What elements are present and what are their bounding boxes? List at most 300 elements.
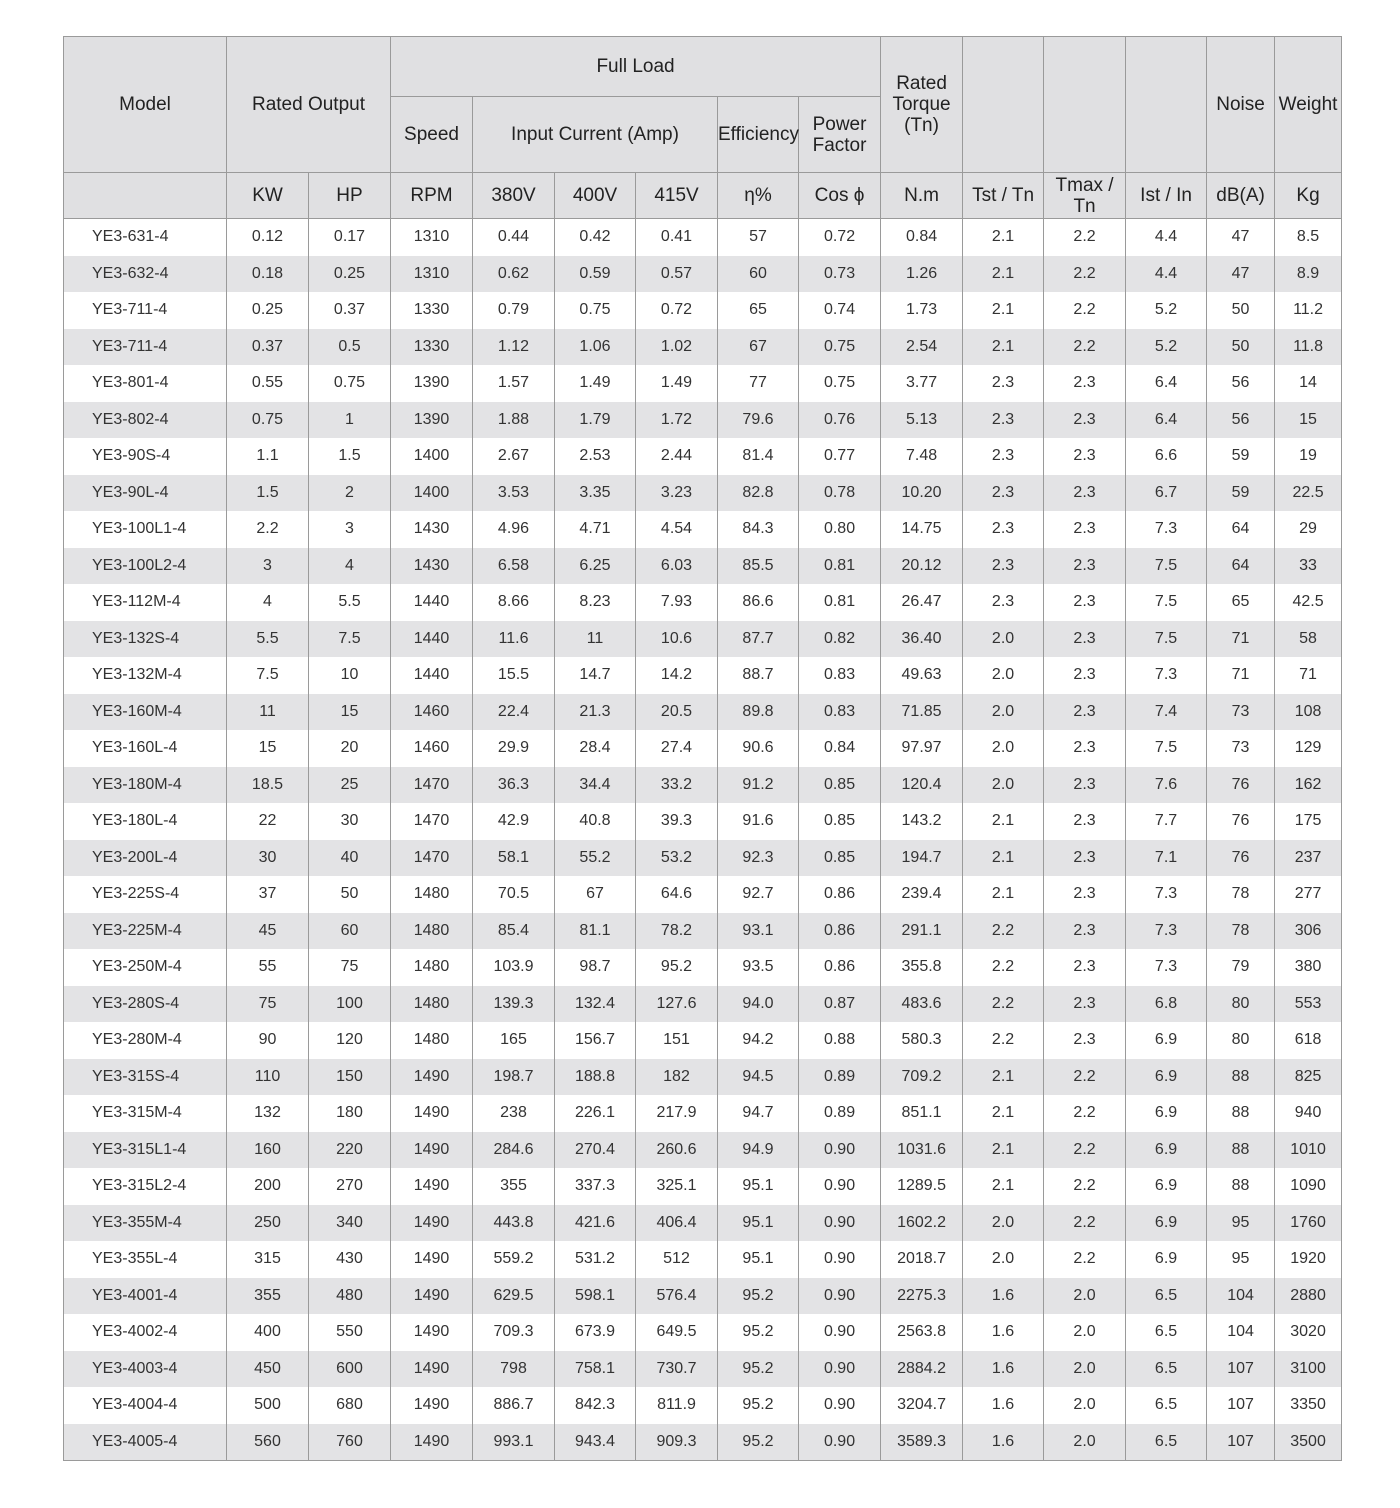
value-cell: 2.1 [963,1168,1044,1205]
value-cell: 85.5 [718,548,799,585]
value-cell: 182 [636,1059,718,1096]
value-cell: 1010 [1275,1132,1342,1169]
value-cell: 80 [1207,986,1275,1023]
value-cell: 886.7 [473,1387,555,1424]
value-cell: 92.3 [718,840,799,877]
value-cell: 1.12 [473,329,555,366]
value-cell: 36.40 [881,621,963,658]
value-cell: 5.5 [309,584,391,621]
value-cell: 104 [1207,1278,1275,1315]
value-cell: 95 [1207,1241,1275,1278]
value-cell: 40.8 [555,803,636,840]
value-cell: 64 [1207,548,1275,585]
value-cell: 2.3 [1044,475,1126,512]
value-cell: 284.6 [473,1132,555,1169]
value-cell: 107 [1207,1387,1275,1424]
value-cell: 2.2 [1044,256,1126,293]
table-header [64,37,1342,219]
value-cell: 1490 [391,1095,473,1132]
value-cell: 5.2 [1126,292,1207,329]
table-row [64,438,1342,475]
value-cell: 33.2 [636,767,718,804]
value-cell: 2.2 [1044,1168,1126,1205]
value-cell: 95.2 [718,1351,799,1388]
value-cell: 1480 [391,876,473,913]
value-cell: 2.0 [963,621,1044,658]
value-cell: 450 [227,1351,309,1388]
value-cell: 3500 [1275,1424,1342,1461]
value-cell: 3100 [1275,1351,1342,1388]
value-cell: 7.5 [1126,730,1207,767]
value-cell: 2884.2 [881,1351,963,1388]
model-cell: YE3-4002-4 [64,1314,227,1351]
value-cell: 560 [227,1424,309,1461]
value-cell: 50 [309,876,391,913]
value-cell: 30 [309,803,391,840]
model-cell: YE3-315L1-4 [64,1132,227,1169]
value-cell: 760 [309,1424,391,1461]
value-cell: 2.3 [1044,584,1126,621]
model-cell: YE3-801-4 [64,365,227,402]
value-cell: 1490 [391,1351,473,1388]
value-cell: 37 [227,876,309,913]
value-cell: 93.1 [718,913,799,950]
value-cell: 1390 [391,402,473,439]
model-cell: YE3-100L2-4 [64,548,227,585]
value-cell: 95.1 [718,1205,799,1242]
value-cell: 11 [227,694,309,731]
value-cell: 483.6 [881,986,963,1023]
model-cell: YE3-90S-4 [64,438,227,475]
table-row [64,621,1342,658]
value-cell: 28.4 [555,730,636,767]
value-cell: 2.2 [1044,329,1126,366]
value-cell: 40 [309,840,391,877]
value-cell: 3020 [1275,1314,1342,1351]
motor-spec-table [63,36,1342,1461]
value-cell: 0.85 [799,767,881,804]
value-cell: 6.5 [1126,1424,1207,1461]
value-cell: 2.2 [963,949,1044,986]
value-cell: 15 [227,730,309,767]
value-cell: 0.76 [799,402,881,439]
unit-header-cell: HP [309,173,391,219]
value-cell: 0.75 [309,365,391,402]
table-row [64,1387,1342,1424]
value-cell: 29 [1275,511,1342,548]
value-cell: 943.4 [555,1424,636,1461]
value-cell: 95.2 [718,1387,799,1424]
value-cell: 6.9 [1126,1241,1207,1278]
model-cell: YE3-225M-4 [64,913,227,950]
value-cell: 2.3 [1044,365,1126,402]
value-cell: 88.7 [718,657,799,694]
value-cell: 500 [227,1387,309,1424]
model-cell: YE3-315M-4 [64,1095,227,1132]
value-cell: 80 [1207,1022,1275,1059]
value-cell: 7.7 [1126,803,1207,840]
header-model: Model [64,37,227,173]
model-cell: YE3-90L-4 [64,475,227,512]
value-cell: 20.12 [881,548,963,585]
value-cell: 10.20 [881,475,963,512]
value-cell: 1.73 [881,292,963,329]
table-row [64,511,1342,548]
value-cell: 355 [473,1168,555,1205]
value-cell: 198.7 [473,1059,555,1096]
value-cell: 47 [1207,256,1275,293]
header-rated-torque: Rated Torque (Tn) [881,37,963,173]
value-cell: 2.3 [1044,876,1126,913]
value-cell: 7.5 [1126,584,1207,621]
value-cell: 73 [1207,730,1275,767]
value-cell: 1440 [391,621,473,658]
value-cell: 2.2 [1044,1205,1126,1242]
table-row [64,1424,1342,1461]
model-cell: YE3-711-4 [64,329,227,366]
value-cell: 6.03 [636,548,718,585]
value-cell: 2.3 [963,365,1044,402]
value-cell: 260.6 [636,1132,718,1169]
value-cell: 1400 [391,475,473,512]
value-cell: 2.3 [1044,621,1126,658]
value-cell: 1440 [391,657,473,694]
value-cell: 78.2 [636,913,718,950]
value-cell: 2.2 [1044,1132,1126,1169]
value-cell: 2.3 [1044,840,1126,877]
table-row [64,475,1342,512]
value-cell: 0.81 [799,584,881,621]
value-cell: 85.4 [473,913,555,950]
value-cell: 0.90 [799,1424,881,1461]
value-cell: 1310 [391,256,473,293]
value-cell: 4 [309,548,391,585]
table-row [64,1351,1342,1388]
value-cell: 1430 [391,511,473,548]
value-cell: 0.25 [227,292,309,329]
value-cell: 60 [309,913,391,950]
header-speed: Speed [391,97,473,173]
unit-header-cell: 415V [636,173,718,219]
table-row [64,840,1342,877]
header-blank-1 [963,37,1044,173]
model-cell: YE3-225S-4 [64,876,227,913]
value-cell: 11.2 [1275,292,1342,329]
value-cell: 6.9 [1126,1059,1207,1096]
value-cell: 11.8 [1275,329,1342,366]
value-cell: 443.8 [473,1205,555,1242]
value-cell: 0.80 [799,511,881,548]
value-cell: 6.5 [1126,1351,1207,1388]
value-cell: 0.86 [799,913,881,950]
value-cell: 0.84 [799,730,881,767]
table-row [64,913,1342,950]
value-cell: 7.3 [1126,511,1207,548]
value-cell: 3.35 [555,475,636,512]
value-cell: 851.1 [881,1095,963,1132]
value-cell: 550 [309,1314,391,1351]
value-cell: 1.88 [473,402,555,439]
value-cell: 1310 [391,219,473,256]
value-cell: 53.2 [636,840,718,877]
value-cell: 15 [309,694,391,731]
value-cell: 22 [227,803,309,840]
value-cell: 0.62 [473,256,555,293]
value-cell: 94.7 [718,1095,799,1132]
value-cell: 2.2 [1044,1095,1126,1132]
value-cell: 2.3 [1044,913,1126,950]
value-cell: 162 [1275,767,1342,804]
value-cell: 6.7 [1126,475,1207,512]
unit-header-cell: Kg [1275,173,1342,219]
value-cell: 730.7 [636,1351,718,1388]
header-full-load: Full Load [391,37,881,97]
value-cell: 1.6 [963,1351,1044,1388]
value-cell: 618 [1275,1022,1342,1059]
value-cell: 0.74 [799,292,881,329]
value-cell: 7.5 [1126,621,1207,658]
value-cell: 0.90 [799,1132,881,1169]
value-cell: 71 [1275,657,1342,694]
value-cell: 598.1 [555,1278,636,1315]
value-cell: 909.3 [636,1424,718,1461]
header-efficiency: Efficiency [718,97,799,173]
value-cell: 7.5 [1126,548,1207,585]
value-cell: 129 [1275,730,1342,767]
value-cell: 6.8 [1126,986,1207,1023]
value-cell: 90 [227,1022,309,1059]
value-cell: 0.85 [799,803,881,840]
table-row [64,548,1342,585]
value-cell: 220 [309,1132,391,1169]
value-cell: 87.7 [718,621,799,658]
value-cell: 1.5 [227,475,309,512]
value-cell: 4.4 [1126,256,1207,293]
value-cell: 0.37 [227,329,309,366]
unit-header-cell: η% [718,173,799,219]
value-cell: 355.8 [881,949,963,986]
value-cell: 81.4 [718,438,799,475]
value-cell: 92.7 [718,876,799,913]
value-cell: 680 [309,1387,391,1424]
value-cell: 940 [1275,1095,1342,1132]
value-cell: 758.1 [555,1351,636,1388]
value-cell: 2.0 [963,730,1044,767]
value-cell: 0.18 [227,256,309,293]
value-cell: 2.3 [963,438,1044,475]
value-cell: 86.6 [718,584,799,621]
value-cell: 825 [1275,1059,1342,1096]
table-row [64,402,1342,439]
value-cell: 132.4 [555,986,636,1023]
value-cell: 2.2 [1044,292,1126,329]
value-cell: 79 [1207,949,1275,986]
value-cell: 0.84 [881,219,963,256]
value-cell: 1430 [391,548,473,585]
unit-row [64,173,1342,219]
value-cell: 2.44 [636,438,718,475]
value-cell: 0.77 [799,438,881,475]
table-row [64,1314,1342,1351]
value-cell: 4 [227,584,309,621]
value-cell: 0.83 [799,657,881,694]
value-cell: 380 [1275,949,1342,986]
value-cell: 512 [636,1241,718,1278]
table-row [64,1132,1342,1169]
model-cell: YE3-112M-4 [64,584,227,621]
value-cell: 1400 [391,438,473,475]
value-cell: 291.1 [881,913,963,950]
value-cell: 88 [1207,1059,1275,1096]
model-cell: YE3-4004-4 [64,1387,227,1424]
table-row [64,730,1342,767]
value-cell: 2.0 [963,657,1044,694]
value-cell: 1.57 [473,365,555,402]
value-cell: 3.23 [636,475,718,512]
header-input-current: Input Current (Amp) [473,97,718,173]
value-cell: 47 [1207,219,1275,256]
value-cell: 1480 [391,913,473,950]
value-cell: 6.6 [1126,438,1207,475]
value-cell: 600 [309,1351,391,1388]
table-row [64,876,1342,913]
value-cell: 7.3 [1126,876,1207,913]
table-row [64,767,1342,804]
value-cell: 71 [1207,621,1275,658]
unit-header-model-blank [64,173,227,219]
value-cell: 798 [473,1351,555,1388]
value-cell: 2.3 [1044,730,1126,767]
value-cell: 306 [1275,913,1342,950]
unit-header-cell: Cos ϕ [799,173,881,219]
value-cell: 50 [1207,292,1275,329]
value-cell: 26.47 [881,584,963,621]
value-cell: 239.4 [881,876,963,913]
unit-header-cell: Ist / In [1126,173,1207,219]
value-cell: 480 [309,1278,391,1315]
unit-header-cell: dB(A) [1207,173,1275,219]
value-cell: 34.4 [555,767,636,804]
value-cell: 64.6 [636,876,718,913]
value-cell: 91.2 [718,767,799,804]
model-cell: YE3-4003-4 [64,1351,227,1388]
value-cell: 217.9 [636,1095,718,1132]
header-weight: Weight [1275,37,1342,173]
value-cell: 7.5 [227,657,309,694]
model-cell: YE3-355L-4 [64,1241,227,1278]
value-cell: 0.85 [799,840,881,877]
table-row [64,365,1342,402]
value-cell: 1390 [391,365,473,402]
value-cell: 22.4 [473,694,555,731]
value-cell: 6.58 [473,548,555,585]
value-cell: 6.4 [1126,365,1207,402]
value-cell: 175 [1275,803,1342,840]
value-cell: 2.3 [963,402,1044,439]
value-cell: 2880 [1275,1278,1342,1315]
model-cell: YE3-180M-4 [64,767,227,804]
value-cell: 0.90 [799,1168,881,1205]
value-cell: 0.78 [799,475,881,512]
value-cell: 42.9 [473,803,555,840]
value-cell: 90.6 [718,730,799,767]
value-cell: 629.5 [473,1278,555,1315]
value-cell: 0.90 [799,1314,881,1351]
value-cell: 11.6 [473,621,555,658]
value-cell: 75 [227,986,309,1023]
value-cell: 1602.2 [881,1205,963,1242]
value-cell: 120 [309,1022,391,1059]
value-cell: 76 [1207,803,1275,840]
value-cell: 82.8 [718,475,799,512]
value-cell: 8.66 [473,584,555,621]
value-cell: 0.75 [799,365,881,402]
value-cell: 6.25 [555,548,636,585]
value-cell: 270 [309,1168,391,1205]
value-cell: 0.72 [799,219,881,256]
value-cell: 237 [1275,840,1342,877]
value-cell: 3589.3 [881,1424,963,1461]
value-cell: 2.2 [227,511,309,548]
value-cell: 6.5 [1126,1314,1207,1351]
value-cell: 200 [227,1168,309,1205]
value-cell: 2018.7 [881,1241,963,1278]
table-row [64,1205,1342,1242]
value-cell: 0.90 [799,1351,881,1388]
value-cell: 194.7 [881,840,963,877]
value-cell: 2.0 [963,1205,1044,1242]
value-cell: 94.9 [718,1132,799,1169]
table-row [64,803,1342,840]
value-cell: 649.5 [636,1314,718,1351]
value-cell: 7.4 [1126,694,1207,731]
value-cell: 2.3 [1044,402,1126,439]
value-cell: 0.17 [309,219,391,256]
value-cell: 1289.5 [881,1168,963,1205]
value-cell: 2.53 [555,438,636,475]
value-cell: 0.5 [309,329,391,366]
model-cell: YE3-132M-4 [64,657,227,694]
value-cell: 1470 [391,803,473,840]
value-cell: 2.3 [1044,548,1126,585]
model-cell: YE3-315S-4 [64,1059,227,1096]
value-cell: 2.0 [1044,1424,1126,1461]
value-cell: 65 [1207,584,1275,621]
value-cell: 7.3 [1126,657,1207,694]
value-cell: 95.2 [636,949,718,986]
value-cell: 71.85 [881,694,963,731]
table-row [64,1278,1342,1315]
value-cell: 110 [227,1059,309,1096]
value-cell: 673.9 [555,1314,636,1351]
value-cell: 6.5 [1126,1278,1207,1315]
value-cell: 78 [1207,913,1275,950]
value-cell: 2.0 [1044,1314,1126,1351]
value-cell: 103.9 [473,949,555,986]
model-cell: YE3-802-4 [64,402,227,439]
value-cell: 107 [1207,1424,1275,1461]
value-cell: 2.0 [1044,1351,1126,1388]
value-cell: 2.1 [963,840,1044,877]
value-cell: 2.2 [963,913,1044,950]
value-cell: 1490 [391,1278,473,1315]
value-cell: 107 [1207,1351,1275,1388]
value-cell: 55.2 [555,840,636,877]
table-row [64,219,1342,256]
value-cell: 0.86 [799,876,881,913]
value-cell: 88 [1207,1095,1275,1132]
value-cell: 709.3 [473,1314,555,1351]
